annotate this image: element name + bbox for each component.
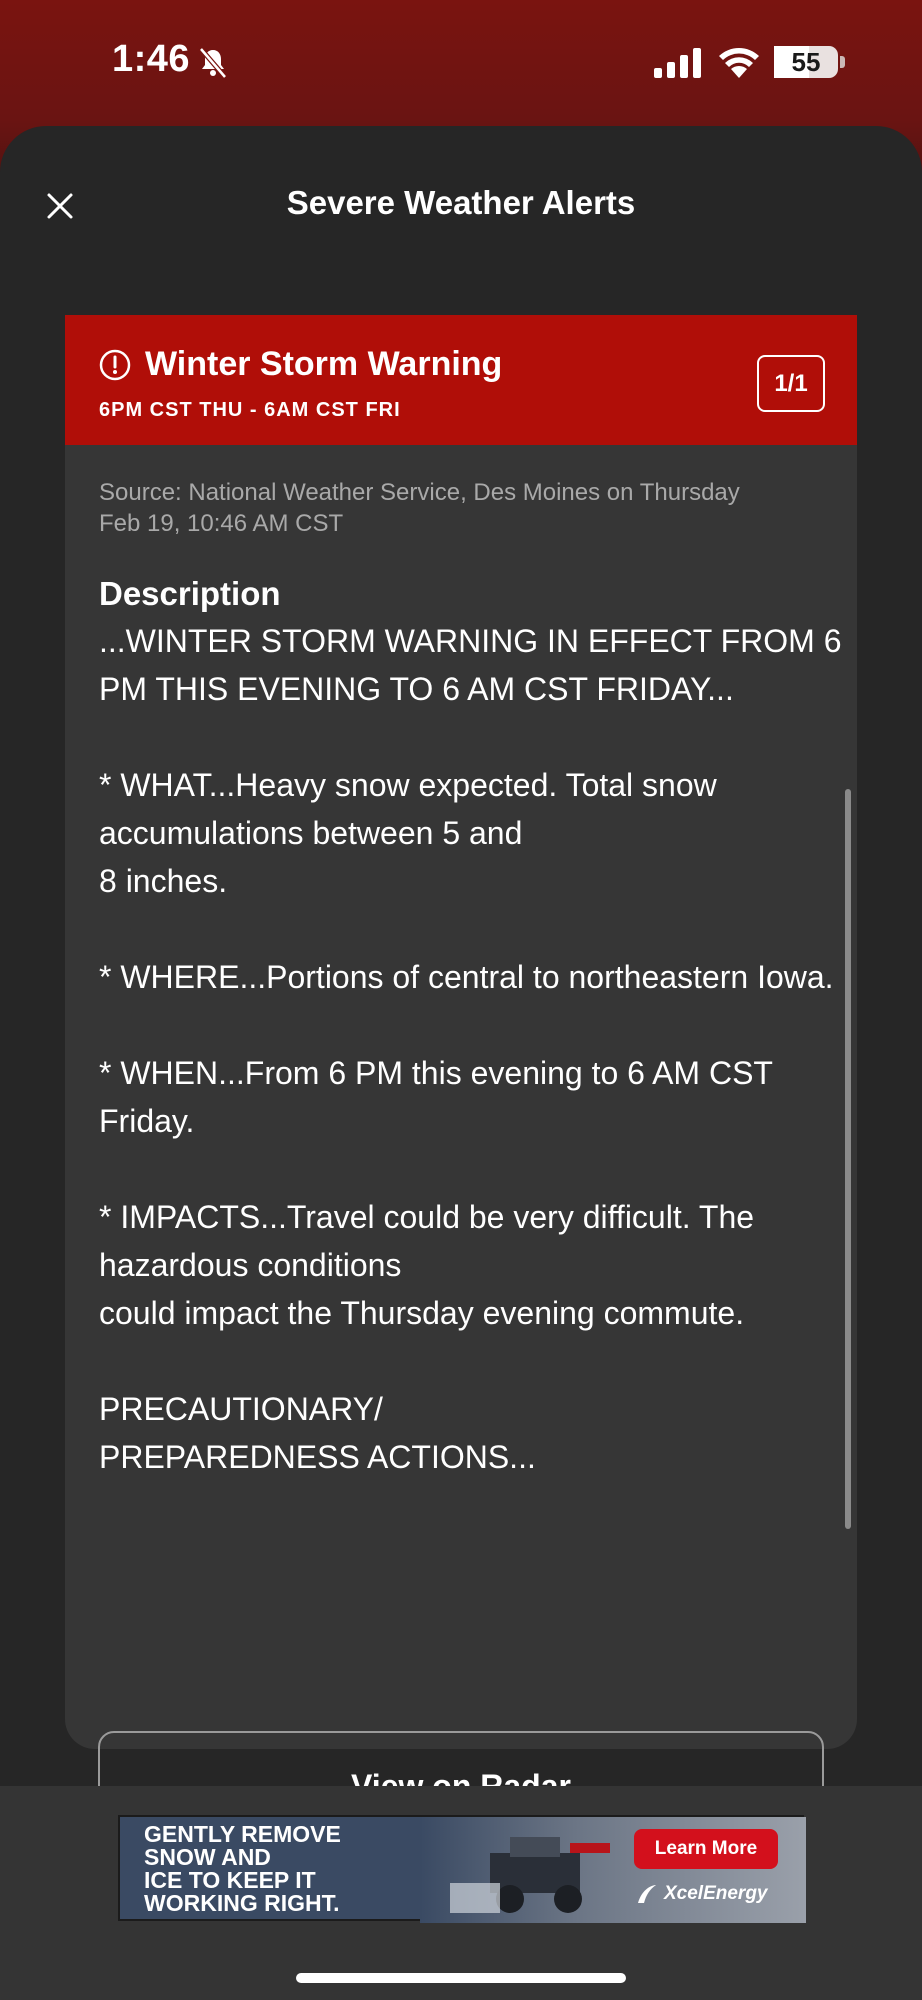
description-text: ...WINTER STORM WARNING IN EFFECT FROM 6 PM THIS EVENING TO 6 AM CST FRIDAY... * WHAT...Heavy snow expected. Total snow accumulations between 5 and 8 inches. * WHERE...Portions of central to northeastern Iowa. * WHEN...From 6 PM this evening to 6 AM CST Friday. * IMPACTS...Travel could be very difficult. The hazardous conditions could impact the Thursday evening commute. PRECAUTIONARY/ PREPAREDNESS ACTIONS... bbox=[99, 623, 842, 1475]
home-indicator bbox=[296, 1973, 626, 1983]
ad-learn-more-button[interactable]: Learn More bbox=[634, 1829, 778, 1869]
status-time: 1:46 bbox=[112, 38, 191, 80]
wifi-icon bbox=[718, 44, 760, 78]
alerts-sheet bbox=[0, 126, 922, 2000]
alert-card bbox=[65, 315, 857, 1749]
ad-brand-name: XcelEnergy bbox=[664, 1883, 768, 1905]
alert-count-badge: 1/1 bbox=[757, 355, 825, 412]
alert-body[interactable] bbox=[65, 445, 857, 1573]
ad-brand bbox=[634, 1883, 794, 1905]
alert-header bbox=[65, 315, 857, 445]
battery-cap bbox=[840, 56, 845, 68]
xcel-logo-icon bbox=[634, 1883, 660, 1905]
battery-icon bbox=[774, 46, 838, 78]
signal-icon bbox=[654, 48, 702, 78]
scrollbar[interactable] bbox=[845, 789, 851, 1529]
alert-circle-icon bbox=[99, 349, 131, 381]
ad-banner[interactable] bbox=[118, 1815, 804, 1921]
ad-headline: GENTLY REMOVE SNOW AND ICE TO KEEP IT WORKING RIGHT. bbox=[144, 1821, 341, 1916]
alert-source: Source: National Weather Service, Des Moines on Thursday Feb 19, 10:46 AM CST bbox=[99, 479, 740, 537]
sheet-title: Severe Weather Alerts bbox=[286, 184, 636, 221]
bell-slash-icon bbox=[196, 46, 230, 80]
status-bar bbox=[0, 0, 922, 126]
alert-title: Winter Storm Warning bbox=[145, 345, 503, 383]
snow-blower-image bbox=[450, 1823, 640, 1919]
alert-time-range: 6PM CST THU - 6AM CST FRI bbox=[99, 399, 401, 421]
battery-level: 55 bbox=[791, 47, 821, 77]
description-heading: Description bbox=[99, 575, 281, 612]
